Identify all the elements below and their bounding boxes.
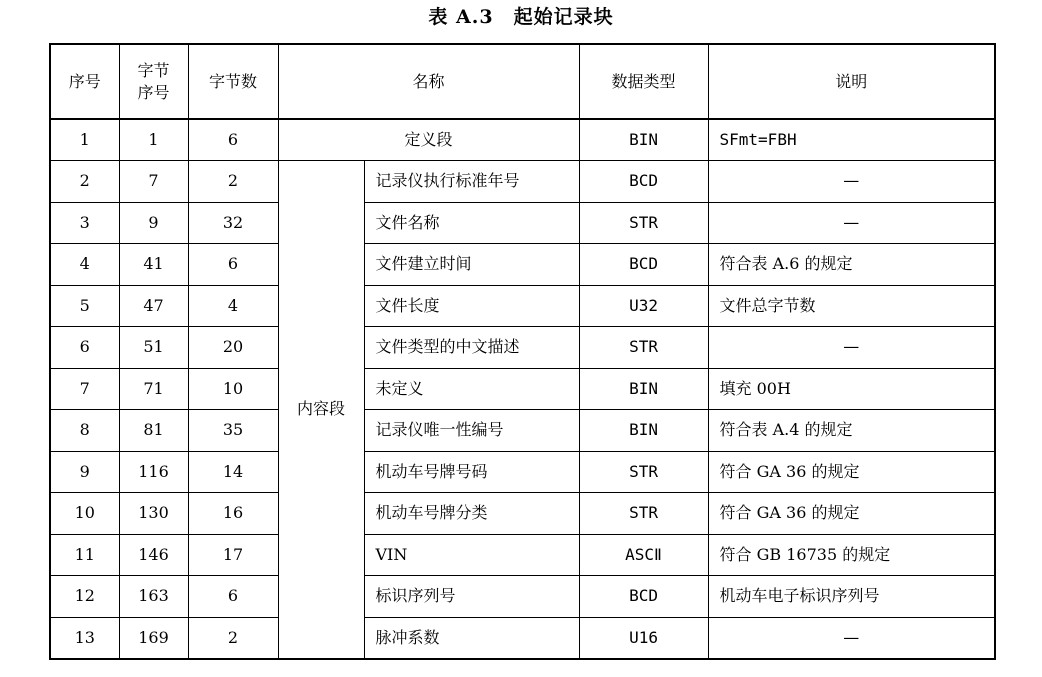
table-row [50,244,995,286]
cell-byte-seq: 146 [119,534,188,576]
cell-name: 记录仪执行标准年号 [364,161,579,203]
cell-name: 未定义 [364,368,579,410]
cell-data-type: ASCⅡ [579,534,708,576]
header-row [50,44,995,119]
cell-name: 机动车号牌号码 [364,451,579,493]
cell-byte-seq: 7 [119,161,188,203]
table-row [50,534,995,576]
cell-data-type: BCD [579,161,708,203]
header-seq: 序号 [50,44,119,119]
cell-description: — [708,327,995,369]
cell-name: 脉冲系数 [364,617,579,659]
cell-seq: 5 [50,285,119,327]
start-record-block-table [49,43,996,660]
table-number: 表 A.3 [428,6,494,28]
table-row [50,161,995,203]
content-segment-cell: 内容段 [278,161,364,659]
cell-byte-seq: 169 [119,617,188,659]
cell-description: 符合 GB 16735 的规定 [708,534,995,576]
table-row [50,285,995,327]
cell-data-type: BIN [579,368,708,410]
cell-byte-seq: 163 [119,576,188,618]
cell-seq: 9 [50,451,119,493]
cell-name: VIN [364,534,579,576]
cell-seq: 12 [50,576,119,618]
table-row [50,327,995,369]
cell-description: — [708,617,995,659]
cell-data-type: BIN [579,119,708,161]
cell-name: 标识序列号 [364,576,579,618]
cell-data-type: U16 [579,617,708,659]
cell-data-type: BCD [579,576,708,618]
cell-byte-seq: 1 [119,119,188,161]
cell-seq: 8 [50,410,119,452]
cell-data-type: STR [579,493,708,535]
cell-description: — [708,161,995,203]
cell-byte-count: 32 [188,202,278,244]
cell-description: 符合表 A.6 的规定 [708,244,995,286]
table-row [50,202,995,244]
cell-data-type: STR [579,451,708,493]
cell-byte-seq: 41 [119,244,188,286]
cell-name: 文件长度 [364,285,579,327]
cell-seq: 11 [50,534,119,576]
cell-byte-count: 2 [188,617,278,659]
cell-description: 填充 00H [708,368,995,410]
table-row [50,119,995,161]
cell-seq: 7 [50,368,119,410]
cell-description: 符合 GA 36 的规定 [708,451,995,493]
table-name: 起始记录块 [513,6,614,28]
header-byte-seq-line1: 字节 [137,60,170,80]
table-row [50,451,995,493]
cell-byte-count: 20 [188,327,278,369]
cell-byte-count: 4 [188,285,278,327]
cell-name: 文件类型的中文描述 [364,327,579,369]
header-data-type: 数据类型 [579,44,708,119]
table-row [50,493,995,535]
cell-description: — [708,202,995,244]
cell-name: 文件建立时间 [364,244,579,286]
cell-byte-count: 35 [188,410,278,452]
cell-data-type: BIN [579,410,708,452]
cell-byte-seq: 116 [119,451,188,493]
cell-description: 符合表 A.4 的规定 [708,410,995,452]
header-description: 说明 [708,44,995,119]
cell-seq: 6 [50,327,119,369]
cell-byte-seq: 130 [119,493,188,535]
header-byte-seq-line2: 序号 [137,82,170,102]
cell-byte-count: 16 [188,493,278,535]
table-row [50,368,995,410]
cell-data-type: U32 [579,285,708,327]
cell-seq: 1 [50,119,119,161]
header-byte-count: 字节数 [188,44,278,119]
cell-description: 文件总字节数 [708,285,995,327]
cell-byte-count: 6 [188,244,278,286]
cell-byte-count: 10 [188,368,278,410]
table-row [50,617,995,659]
cell-byte-count: 2 [188,161,278,203]
cell-byte-seq: 9 [119,202,188,244]
cell-data-type: BCD [579,244,708,286]
table-title [0,5,1042,29]
cell-name: 文件名称 [364,202,579,244]
cell-seq: 10 [50,493,119,535]
header-byte-seq [119,44,188,119]
cell-data-type: STR [579,327,708,369]
cell-name: 记录仪唯一性编号 [364,410,579,452]
cell-description: SFmt=FBH [708,119,995,161]
table-row [50,576,995,618]
cell-data-type: STR [579,202,708,244]
cell-byte-count: 14 [188,451,278,493]
table-row [50,410,995,452]
cell-seq: 13 [50,617,119,659]
cell-byte-seq: 47 [119,285,188,327]
cell-seq: 3 [50,202,119,244]
header-name: 名称 [278,44,579,119]
cell-byte-count: 6 [188,119,278,161]
cell-description: 机动车电子标识序列号 [708,576,995,618]
cell-byte-seq: 71 [119,368,188,410]
cell-seq: 4 [50,244,119,286]
cell-name: 机动车号牌分类 [364,493,579,535]
cell-byte-count: 6 [188,576,278,618]
cell-seq: 2 [50,161,119,203]
cell-byte-count: 17 [188,534,278,576]
cell-name: 定义段 [278,119,579,161]
cell-byte-seq: 51 [119,327,188,369]
cell-description: 符合 GA 36 的规定 [708,493,995,535]
cell-byte-seq: 81 [119,410,188,452]
